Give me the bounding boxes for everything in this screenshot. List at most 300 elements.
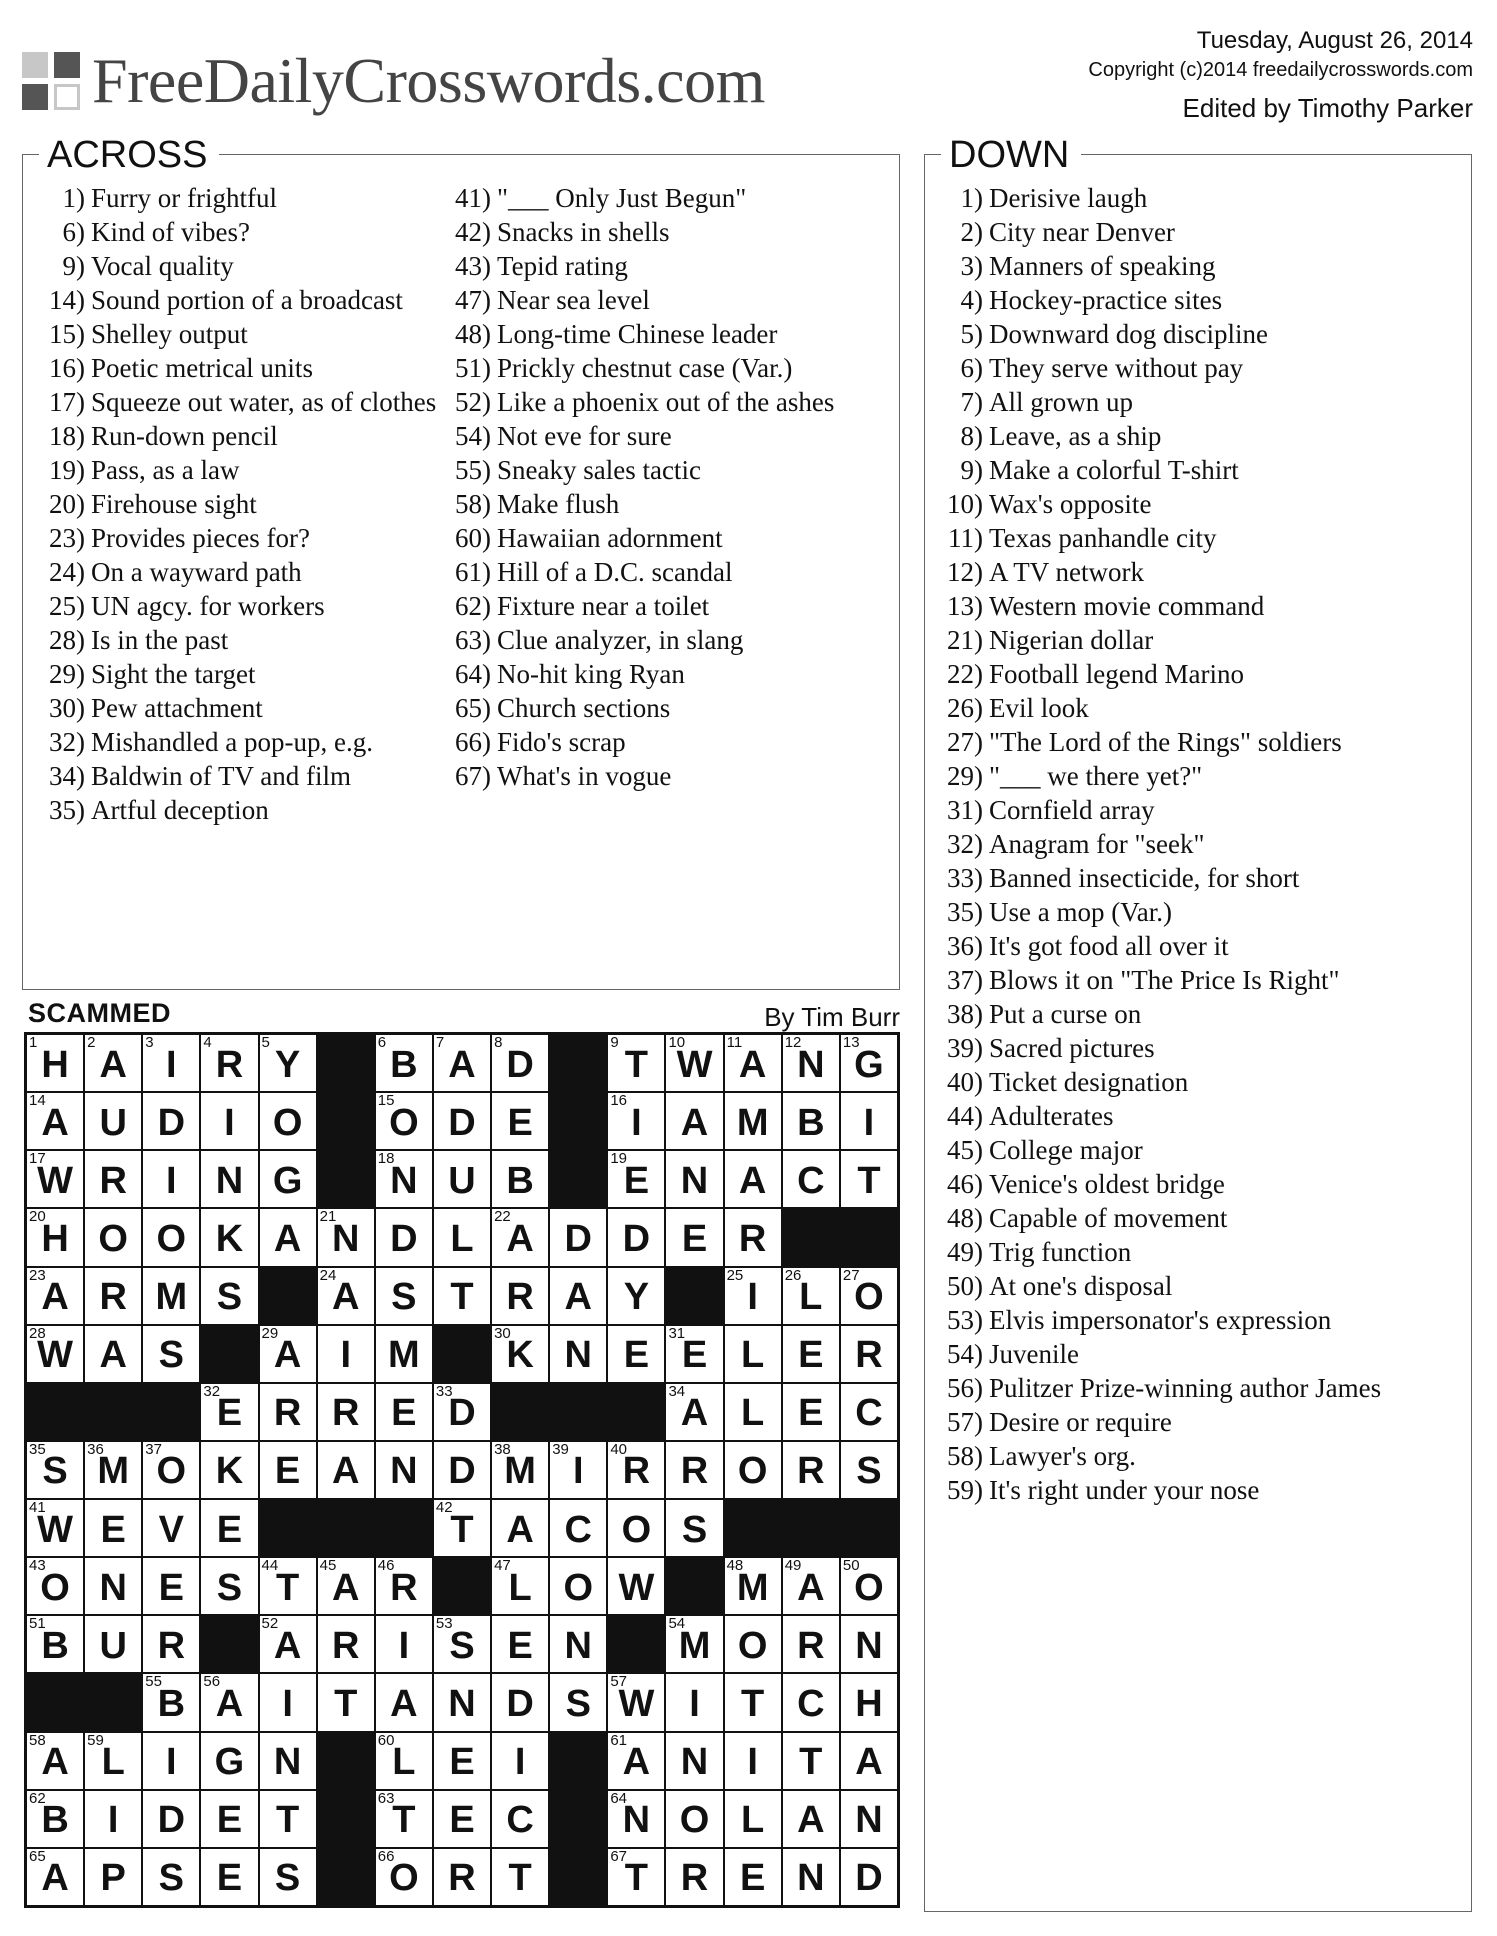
grid-cell[interactable] xyxy=(434,1791,490,1847)
grid-cell[interactable] xyxy=(841,1384,897,1440)
cell-letter: T xyxy=(508,1857,532,1900)
grid-cell[interactable] xyxy=(143,1558,199,1614)
grid-cell[interactable] xyxy=(434,1849,490,1905)
grid-cell[interactable] xyxy=(318,1268,374,1324)
grid-cell[interactable] xyxy=(841,1442,897,1498)
clue-text: Baldwin of TV and film xyxy=(91,761,351,791)
grid-cell[interactable] xyxy=(201,1849,257,1905)
grid-cell[interactable] xyxy=(27,1791,83,1847)
grid-cell[interactable] xyxy=(376,1791,432,1847)
grid-cell[interactable] xyxy=(85,1791,141,1847)
grid-cell[interactable] xyxy=(260,1035,316,1091)
grid-cell[interactable] xyxy=(725,1035,781,1091)
clue-item[interactable] xyxy=(937,1473,1467,1507)
cell-number: 48 xyxy=(726,1557,744,1575)
clue-item[interactable] xyxy=(39,555,439,589)
grid-cell[interactable] xyxy=(725,1093,781,1149)
grid-cell[interactable] xyxy=(376,1442,432,1498)
cell-letter: E xyxy=(507,1624,533,1667)
grid-cell[interactable] xyxy=(725,1733,781,1789)
grid-cell[interactable] xyxy=(608,1326,664,1382)
grid-cell[interactable] xyxy=(434,1616,490,1672)
grid-cell[interactable] xyxy=(143,1791,199,1847)
clue-item[interactable] xyxy=(937,827,1467,861)
black-square xyxy=(550,1849,606,1905)
clue-item[interactable] xyxy=(937,1235,1467,1269)
grid-cell[interactable] xyxy=(783,1616,839,1672)
grid-cell[interactable] xyxy=(666,1209,722,1265)
grid-cell[interactable] xyxy=(376,1209,432,1265)
cell-number: 22 xyxy=(494,1208,511,1226)
clue-item[interactable] xyxy=(445,453,885,487)
cell-letter: T xyxy=(392,1799,416,1842)
clue-item[interactable] xyxy=(445,317,885,351)
grid-cell[interactable] xyxy=(318,1616,374,1672)
grid-cell[interactable] xyxy=(783,1384,839,1440)
grid-cell[interactable] xyxy=(492,1442,548,1498)
black-square xyxy=(318,1791,374,1847)
grid-cell[interactable] xyxy=(492,1268,548,1324)
grid-cell[interactable] xyxy=(783,1674,839,1730)
grid-cell[interactable] xyxy=(260,1151,316,1207)
clue-item[interactable] xyxy=(39,351,439,385)
grid-cell[interactable] xyxy=(492,1733,548,1789)
grid-cell[interactable] xyxy=(666,1384,722,1440)
grid-cell[interactable] xyxy=(85,1558,141,1614)
grid-cell[interactable] xyxy=(666,1442,722,1498)
grid-cell[interactable] xyxy=(550,1616,606,1672)
grid-cell[interactable] xyxy=(492,1500,548,1556)
grid-cell[interactable] xyxy=(27,1733,83,1789)
clue-item[interactable] xyxy=(39,283,439,317)
grid-cell[interactable] xyxy=(492,1326,548,1382)
clue-text: Is in the past xyxy=(91,625,229,655)
cell-letter: L xyxy=(741,1334,765,1377)
grid-cell[interactable] xyxy=(841,1674,897,1730)
grid-cell[interactable] xyxy=(143,1442,199,1498)
clue-item[interactable] xyxy=(937,623,1467,657)
grid-cell[interactable] xyxy=(725,1442,781,1498)
grid-cell[interactable] xyxy=(260,1384,316,1440)
clue-item[interactable] xyxy=(937,283,1467,317)
clue-item[interactable] xyxy=(39,249,439,283)
clue-item[interactable] xyxy=(39,691,439,725)
clue-item[interactable] xyxy=(937,691,1467,725)
clue-item[interactable] xyxy=(937,997,1467,1031)
clue-item[interactable] xyxy=(39,521,439,555)
crossword-grid[interactable] xyxy=(24,1032,900,1908)
grid-cell[interactable] xyxy=(434,1151,490,1207)
clue-item[interactable] xyxy=(445,691,885,725)
grid-cell[interactable] xyxy=(376,1849,432,1905)
grid-cell[interactable] xyxy=(434,1500,490,1556)
clue-item[interactable] xyxy=(937,317,1467,351)
grid-cell[interactable] xyxy=(143,1151,199,1207)
cell-number: 7 xyxy=(435,1034,445,1051)
clue-text: Downward dog discipline xyxy=(989,319,1268,349)
clue-item[interactable] xyxy=(937,963,1467,997)
grid-cell[interactable] xyxy=(260,1849,316,1905)
grid-cell[interactable] xyxy=(666,1500,722,1556)
grid-cell[interactable] xyxy=(492,1791,548,1847)
grid-cell[interactable] xyxy=(85,1500,141,1556)
grid-cell[interactable] xyxy=(27,1849,83,1905)
clue-item[interactable] xyxy=(445,555,885,589)
grid-cell[interactable] xyxy=(201,1733,257,1789)
grid-cell[interactable] xyxy=(376,1035,432,1091)
cell-letter: T xyxy=(334,1683,358,1726)
grid-cell[interactable] xyxy=(143,1326,199,1382)
grid-cell[interactable] xyxy=(27,1442,83,1498)
grid-cell[interactable] xyxy=(492,1151,548,1207)
clue-item[interactable] xyxy=(937,1439,1467,1473)
grid-cell[interactable] xyxy=(376,1733,432,1789)
grid-cell[interactable] xyxy=(783,1733,839,1789)
clue-item[interactable] xyxy=(445,419,885,453)
clue-text: No-hit king Ryan xyxy=(497,659,685,689)
grid-cell[interactable] xyxy=(260,1674,316,1730)
grid-cell[interactable] xyxy=(201,1674,257,1730)
grid-cell[interactable] xyxy=(27,1616,83,1672)
clue-item[interactable] xyxy=(39,215,439,249)
grid-cell[interactable] xyxy=(434,1674,490,1730)
grid-cell[interactable] xyxy=(27,1093,83,1149)
clue-item[interactable] xyxy=(39,793,439,827)
grid-cell[interactable] xyxy=(608,1209,664,1265)
grid-cell[interactable] xyxy=(783,1791,839,1847)
grid-cell[interactable] xyxy=(550,1500,606,1556)
grid-cell[interactable] xyxy=(27,1326,83,1382)
cell-letter: R xyxy=(506,1276,534,1319)
grid-cell[interactable] xyxy=(85,1616,141,1672)
grid-cell[interactable] xyxy=(492,1558,548,1614)
grid-cell[interactable] xyxy=(318,1209,374,1265)
grid-cell[interactable] xyxy=(201,1384,257,1440)
grid-cell[interactable] xyxy=(85,1442,141,1498)
clue-text: Pew attachment xyxy=(91,693,263,723)
clue-item[interactable] xyxy=(937,1031,1467,1065)
grid-cell[interactable] xyxy=(550,1209,606,1265)
clue-number: 47) xyxy=(455,285,491,315)
grid-cell[interactable] xyxy=(85,1151,141,1207)
grid-cell[interactable] xyxy=(143,1500,199,1556)
grid-cell[interactable] xyxy=(666,1326,722,1382)
grid-cell[interactable] xyxy=(143,1035,199,1091)
clue-item[interactable] xyxy=(937,555,1467,589)
grid-cell[interactable] xyxy=(841,1616,897,1672)
grid-cell[interactable] xyxy=(608,1442,664,1498)
clue-number: 61) xyxy=(455,557,491,587)
grid-cell[interactable] xyxy=(260,1558,316,1614)
clue-item[interactable] xyxy=(937,1133,1467,1167)
clue-item[interactable] xyxy=(937,793,1467,827)
grid-cell[interactable] xyxy=(783,1558,839,1614)
grid-cell[interactable] xyxy=(201,1093,257,1149)
grid-cell[interactable] xyxy=(608,1674,664,1730)
grid-cell[interactable] xyxy=(434,1093,490,1149)
grid-cell[interactable] xyxy=(85,1849,141,1905)
grid-cell[interactable] xyxy=(376,1151,432,1207)
cell-letter: S xyxy=(565,1683,591,1726)
grid-cell[interactable] xyxy=(841,1268,897,1324)
clue-item[interactable] xyxy=(445,249,885,283)
grid-cell[interactable] xyxy=(376,1558,432,1614)
clue-item[interactable] xyxy=(445,725,885,759)
clue-item[interactable] xyxy=(937,861,1467,895)
clue-item[interactable] xyxy=(445,215,885,249)
grid-cell[interactable] xyxy=(608,1500,664,1556)
clue-item[interactable] xyxy=(39,317,439,351)
clue-item[interactable] xyxy=(937,725,1467,759)
clue-item[interactable] xyxy=(39,453,439,487)
grid-cell[interactable] xyxy=(841,1151,897,1207)
grid-cell[interactable] xyxy=(841,1326,897,1382)
grid-cell[interactable] xyxy=(201,1209,257,1265)
grid-cell[interactable] xyxy=(376,1268,432,1324)
grid-cell[interactable] xyxy=(143,1616,199,1672)
grid-cell[interactable] xyxy=(725,1268,781,1324)
clue-item[interactable] xyxy=(937,657,1467,691)
grid-cell[interactable] xyxy=(550,1268,606,1324)
clue-item[interactable] xyxy=(937,215,1467,249)
grid-cell[interactable] xyxy=(318,1384,374,1440)
grid-cell[interactable] xyxy=(666,1035,722,1091)
site-logo[interactable] xyxy=(22,45,765,116)
grid-cell[interactable] xyxy=(550,1326,606,1382)
black-square xyxy=(608,1616,664,1672)
grid-cell[interactable] xyxy=(201,1791,257,1847)
clue-item[interactable] xyxy=(39,419,439,453)
grid-cell[interactable] xyxy=(143,1093,199,1149)
grid-cell[interactable] xyxy=(841,1035,897,1091)
grid-cell[interactable] xyxy=(318,1326,374,1382)
grid-cell[interactable] xyxy=(260,1791,316,1847)
clue-item[interactable] xyxy=(937,589,1467,623)
grid-cell[interactable] xyxy=(318,1558,374,1614)
grid-cell[interactable] xyxy=(85,1209,141,1265)
grid-cell[interactable] xyxy=(608,1035,664,1091)
grid-cell[interactable] xyxy=(143,1849,199,1905)
cell-letter: A xyxy=(738,1159,767,1202)
grid-cell[interactable] xyxy=(434,1209,490,1265)
grid-cell[interactable] xyxy=(783,1849,839,1905)
grid-cell[interactable] xyxy=(492,1209,548,1265)
clue-item[interactable] xyxy=(937,1099,1467,1133)
grid-cell[interactable] xyxy=(725,1849,781,1905)
grid-cell[interactable] xyxy=(201,1035,257,1091)
grid-cell[interactable] xyxy=(608,1268,664,1324)
clue-item[interactable] xyxy=(39,657,439,691)
grid-cell[interactable] xyxy=(201,1151,257,1207)
cell-letter: I xyxy=(398,1624,410,1667)
clue-item[interactable] xyxy=(937,487,1467,521)
clue-item[interactable] xyxy=(39,385,439,419)
grid-cell[interactable] xyxy=(260,1326,316,1382)
grid-cell[interactable] xyxy=(260,1093,316,1149)
clue-item[interactable] xyxy=(445,623,885,657)
clue-item[interactable] xyxy=(937,351,1467,385)
grid-cell[interactable] xyxy=(492,1035,548,1091)
cell-letter: I xyxy=(340,1334,351,1377)
cell-letter: A xyxy=(797,1799,825,1842)
grid-cell[interactable] xyxy=(85,1268,141,1324)
grid-cell[interactable] xyxy=(201,1268,257,1324)
grid-cell[interactable] xyxy=(725,1326,781,1382)
grid-cell[interactable] xyxy=(841,1791,897,1847)
clue-number: 52) xyxy=(455,387,491,417)
grid-cell[interactable] xyxy=(85,1093,141,1149)
clue-item[interactable] xyxy=(445,283,885,317)
grid-cell[interactable] xyxy=(434,1384,490,1440)
clue-item[interactable] xyxy=(937,249,1467,283)
clue-item[interactable] xyxy=(937,1201,1467,1235)
grid-cell[interactable] xyxy=(550,1674,606,1730)
grid-cell[interactable] xyxy=(783,1326,839,1382)
grid-cell[interactable] xyxy=(666,1733,722,1789)
clue-item[interactable] xyxy=(39,725,439,759)
grid-cell[interactable] xyxy=(550,1558,606,1614)
grid-cell[interactable] xyxy=(434,1442,490,1498)
grid-cell[interactable] xyxy=(608,1093,664,1149)
grid-cell[interactable] xyxy=(143,1209,199,1265)
clue-number: 55) xyxy=(455,455,491,485)
grid-cell[interactable] xyxy=(143,1733,199,1789)
clue-number: 41) xyxy=(455,183,491,213)
grid-cell[interactable] xyxy=(841,1849,897,1905)
puzzle-title: SCAMMED xyxy=(28,998,171,1028)
grid-cell[interactable] xyxy=(492,1616,548,1672)
grid-cell[interactable] xyxy=(201,1558,257,1614)
grid-cell[interactable] xyxy=(260,1442,316,1498)
black-square xyxy=(318,1035,374,1091)
grid-cell[interactable] xyxy=(376,1326,432,1382)
grid-cell[interactable] xyxy=(318,1442,374,1498)
grid-cell[interactable] xyxy=(260,1733,316,1789)
clue-item[interactable] xyxy=(39,623,439,657)
grid-cell[interactable] xyxy=(841,1733,897,1789)
grid-cell[interactable] xyxy=(376,1384,432,1440)
clue-item[interactable] xyxy=(39,181,439,215)
clue-item[interactable] xyxy=(445,521,885,555)
clue-item[interactable] xyxy=(445,759,885,793)
grid-cell[interactable] xyxy=(666,1791,722,1847)
grid-cell[interactable] xyxy=(725,1209,781,1265)
grid-cell[interactable] xyxy=(85,1035,141,1091)
grid-cell[interactable] xyxy=(666,1616,722,1672)
grid-cell[interactable] xyxy=(376,1093,432,1149)
clue-item[interactable] xyxy=(39,487,439,521)
clue-item[interactable] xyxy=(39,759,439,793)
grid-cell[interactable] xyxy=(27,1558,83,1614)
clue-item[interactable] xyxy=(937,1269,1467,1303)
clue-item[interactable] xyxy=(445,487,885,521)
clue-item[interactable] xyxy=(39,589,439,623)
grid-cell[interactable] xyxy=(492,1093,548,1149)
grid-cell[interactable] xyxy=(783,1093,839,1149)
clue-item[interactable] xyxy=(937,1065,1467,1099)
grid-cell[interactable] xyxy=(841,1558,897,1614)
grid-cell[interactable] xyxy=(492,1674,548,1730)
clue-number: 63) xyxy=(455,625,491,655)
grid-cell[interactable] xyxy=(492,1849,548,1905)
clue-item[interactable] xyxy=(445,181,885,215)
clue-number: 7) xyxy=(960,387,983,417)
clue-item[interactable] xyxy=(937,1303,1467,1337)
grid-cell[interactable] xyxy=(27,1268,83,1324)
clue-item[interactable] xyxy=(445,589,885,623)
grid-cell[interactable] xyxy=(783,1442,839,1498)
grid-cell[interactable] xyxy=(725,1616,781,1672)
grid-cell[interactable] xyxy=(27,1151,83,1207)
grid-cell[interactable] xyxy=(725,1791,781,1847)
clue-item[interactable] xyxy=(937,759,1467,793)
grid-cell[interactable] xyxy=(666,1151,722,1207)
clue-item[interactable] xyxy=(937,1371,1467,1405)
grid-cell[interactable] xyxy=(841,1093,897,1149)
clue-item[interactable] xyxy=(937,1167,1467,1201)
grid-cell[interactable] xyxy=(608,1791,664,1847)
grid-cell[interactable] xyxy=(85,1733,141,1789)
grid-cell[interactable] xyxy=(143,1674,199,1730)
grid-cell[interactable] xyxy=(666,1849,722,1905)
grid-cell[interactable] xyxy=(725,1384,781,1440)
grid-cell[interactable] xyxy=(143,1268,199,1324)
grid-cell[interactable] xyxy=(27,1500,83,1556)
grid-cell[interactable] xyxy=(201,1500,257,1556)
grid-cell[interactable] xyxy=(608,1151,664,1207)
clue-item[interactable] xyxy=(937,1405,1467,1439)
cell-letter: A xyxy=(390,1683,418,1726)
clue-item[interactable] xyxy=(445,385,885,419)
grid-cell[interactable] xyxy=(725,1558,781,1614)
clue-item[interactable] xyxy=(937,895,1467,929)
clue-item[interactable] xyxy=(937,419,1467,453)
clue-item[interactable] xyxy=(445,351,885,385)
grid-cell[interactable] xyxy=(608,1558,664,1614)
grid-cell[interactable] xyxy=(85,1326,141,1382)
clue-text: On a wayward path xyxy=(91,557,302,587)
grid-cell[interactable] xyxy=(434,1268,490,1324)
grid-cell[interactable] xyxy=(376,1674,432,1730)
grid-cell[interactable] xyxy=(376,1616,432,1672)
grid-cell[interactable] xyxy=(201,1442,257,1498)
grid-cell[interactable] xyxy=(434,1733,490,1789)
grid-cell[interactable] xyxy=(27,1035,83,1091)
clue-item[interactable] xyxy=(937,385,1467,419)
grid-cell[interactable] xyxy=(783,1268,839,1324)
grid-cell[interactable] xyxy=(550,1442,606,1498)
grid-cell[interactable] xyxy=(666,1093,722,1149)
grid-cell[interactable] xyxy=(725,1674,781,1730)
grid-cell[interactable] xyxy=(783,1035,839,1091)
grid-cell[interactable] xyxy=(27,1209,83,1265)
grid-cell[interactable] xyxy=(260,1616,316,1672)
grid-cell[interactable] xyxy=(434,1035,490,1091)
grid-cell[interactable] xyxy=(783,1151,839,1207)
grid-cell[interactable] xyxy=(608,1849,664,1905)
grid-cell[interactable] xyxy=(318,1674,374,1730)
clue-item[interactable] xyxy=(445,657,885,691)
clue-item[interactable] xyxy=(937,453,1467,487)
grid-cell[interactable] xyxy=(666,1674,722,1730)
clue-item[interactable] xyxy=(937,181,1467,215)
grid-cell[interactable] xyxy=(725,1151,781,1207)
clue-item[interactable] xyxy=(937,521,1467,555)
clue-item[interactable] xyxy=(937,1337,1467,1371)
clue-item[interactable] xyxy=(937,929,1467,963)
grid-cell[interactable] xyxy=(608,1733,664,1789)
grid-cell[interactable] xyxy=(260,1209,316,1265)
